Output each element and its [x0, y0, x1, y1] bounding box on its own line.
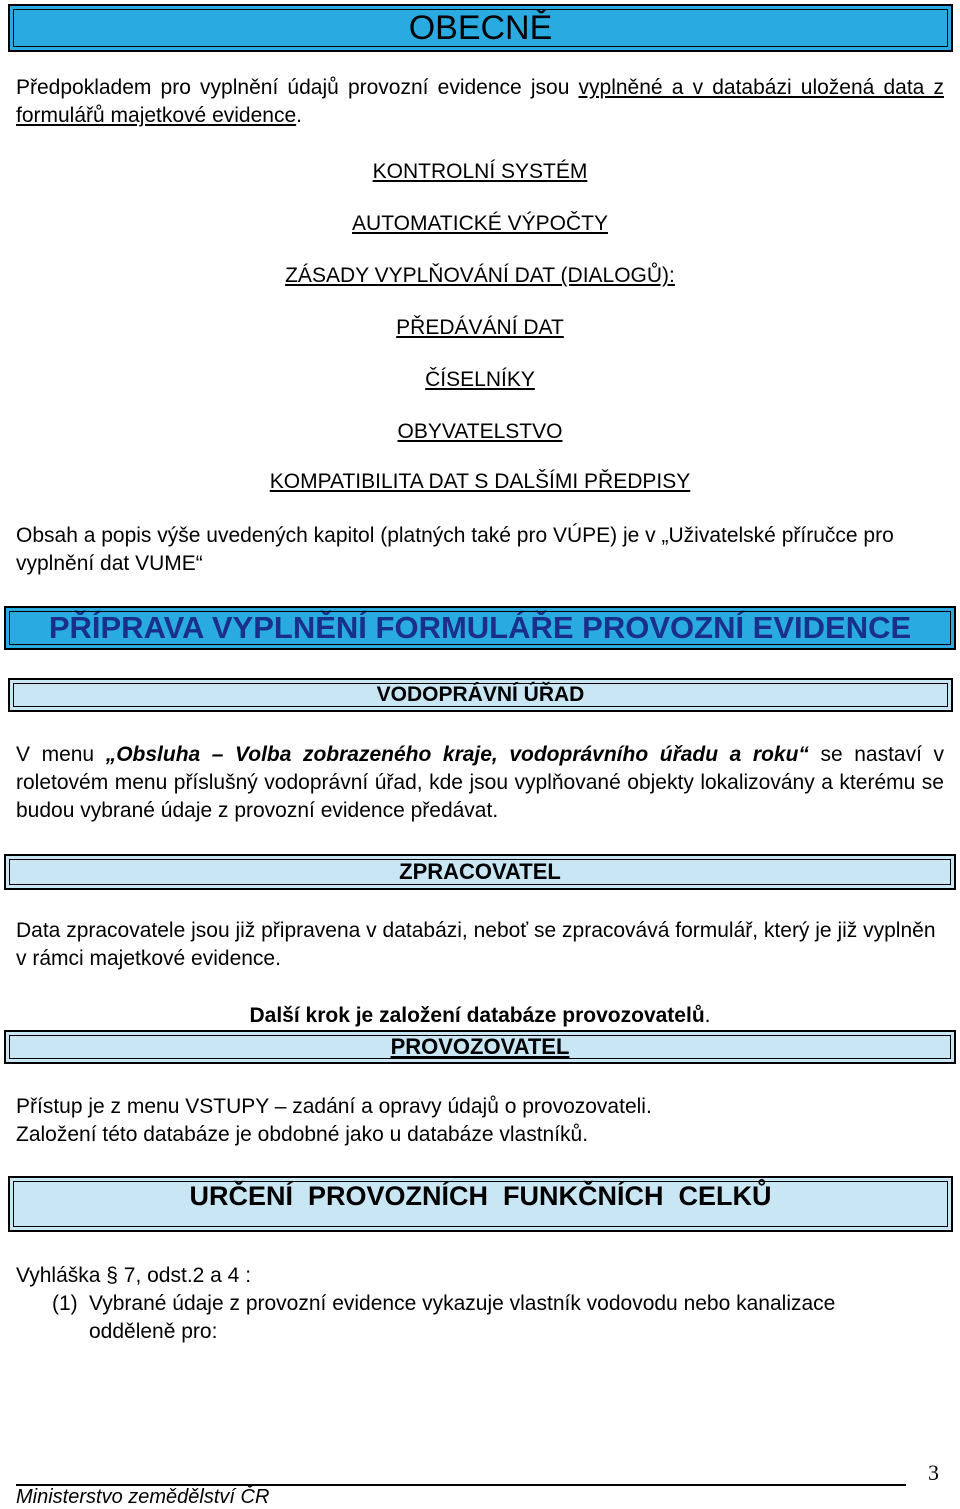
vodopravni-paragraph: V menu „Obsluha – Volba zobrazeného kraje, vodoprávního úřadu a roku“ se nastaví v roletovém menu příslušný vodoprávní úřad, kde jsou vyplňované objekty lokalizovány a kterému se budou vybrané údaje z provozní evidence předávat.	[16, 743, 944, 822]
toc-item-predavani[interactable]: PŘEDÁVÁNÍ DAT	[396, 316, 564, 339]
section-title-vodopravni: VODOPRÁVNÍ ÚŘAD	[376, 683, 585, 706]
toc-item-zasady[interactable]: ZÁSADY VYPLŇOVÁNÍ DAT (DIALOGŮ):	[285, 264, 675, 287]
intro-paragraph: Předpokladem pro vyplnění údajů provozní evidence jsou vyplněné a v databázi uložená data z formulářů majetkové evidence.	[16, 76, 944, 127]
section-header-vodopravni	[8, 678, 953, 712]
toc-item-kompatibilita[interactable]: KOMPATIBILITA DAT S DALŠÍMI PŘEDPISY	[269, 470, 691, 493]
intro-underlined: vyplněné a v databázi uložená data z formulářů majetkové evidence	[16, 76, 944, 127]
section-header-obecne	[8, 4, 953, 52]
section-title-priprava: PŘÍPRAVA VYPLNĚNÍ FORMULÁŘE PROVOZNÍ EVIDENCE	[48, 610, 912, 645]
section-header-priprava	[4, 606, 956, 650]
vyhlaska-line: Vyhláška § 7, odst.2 a 4 :	[16, 1264, 252, 1287]
toc-item-kontrolni[interactable]: KONTROLNÍ SYSTÉM	[372, 160, 588, 183]
dalsi-krok-line: Další krok je založení databáze provozovatelů.	[249, 1004, 711, 1027]
provozovatel-line-1: Přístup je z menu VSTUPY – zadání a opravy údajů o provozovateli.	[16, 1095, 652, 1118]
section-header-urceni	[8, 1176, 953, 1232]
section-title-obecne: OBECNĚ	[408, 9, 553, 47]
toc-item-automaticke[interactable]: AUTOMATICKÉ VÝPOČTY	[352, 212, 608, 235]
menu-path: „Obsluha – Volba zobrazeného kraje, vodoprávního úřadu a roku“	[105, 743, 809, 766]
footer-ministry: Ministerstvo zemědělství ČR	[16, 1486, 270, 1508]
obsah-paragraph: Obsah a popis výše uvedených kapitol (platných také pro VÚPE) je v „Uživatelské příručce pro vyplnění dat VUME“	[16, 524, 894, 575]
section-title-urceni: URČENÍ PROVOZNÍCH FUNKČNÍCH CELKŮ	[189, 1181, 772, 1211]
section-title-zpracovatel: ZPRACOVATEL	[399, 859, 561, 884]
provozovatel-line-2: Založení této databáze je obdobné jako u databáze vlastníků.	[16, 1123, 589, 1146]
section-header-zpracovatel	[4, 854, 956, 890]
zpracovatel-paragraph: Data zpracovatele jsou již připravena v databázi, neboť se zpracovává formulář, který je již vyplněn v rámci majetkové evidence.	[16, 919, 936, 970]
section-header-provozovatel	[4, 1030, 956, 1064]
page-number: 3	[928, 1460, 939, 1485]
list-item-number: (1)	[52, 1292, 78, 1315]
section-title-provozovatel: PROVOZOVATEL	[390, 1034, 570, 1059]
toc-item-obyvatelstvo[interactable]: OBYVATELSTVO	[397, 420, 563, 443]
list-item-text: Vybrané údaje z provozní evidence vykazuje vlastník vodovodu nebo kanalizace odděleně pro:	[89, 1292, 836, 1343]
toc-item-ciselniky[interactable]: ČÍSELNÍKY	[425, 368, 535, 391]
